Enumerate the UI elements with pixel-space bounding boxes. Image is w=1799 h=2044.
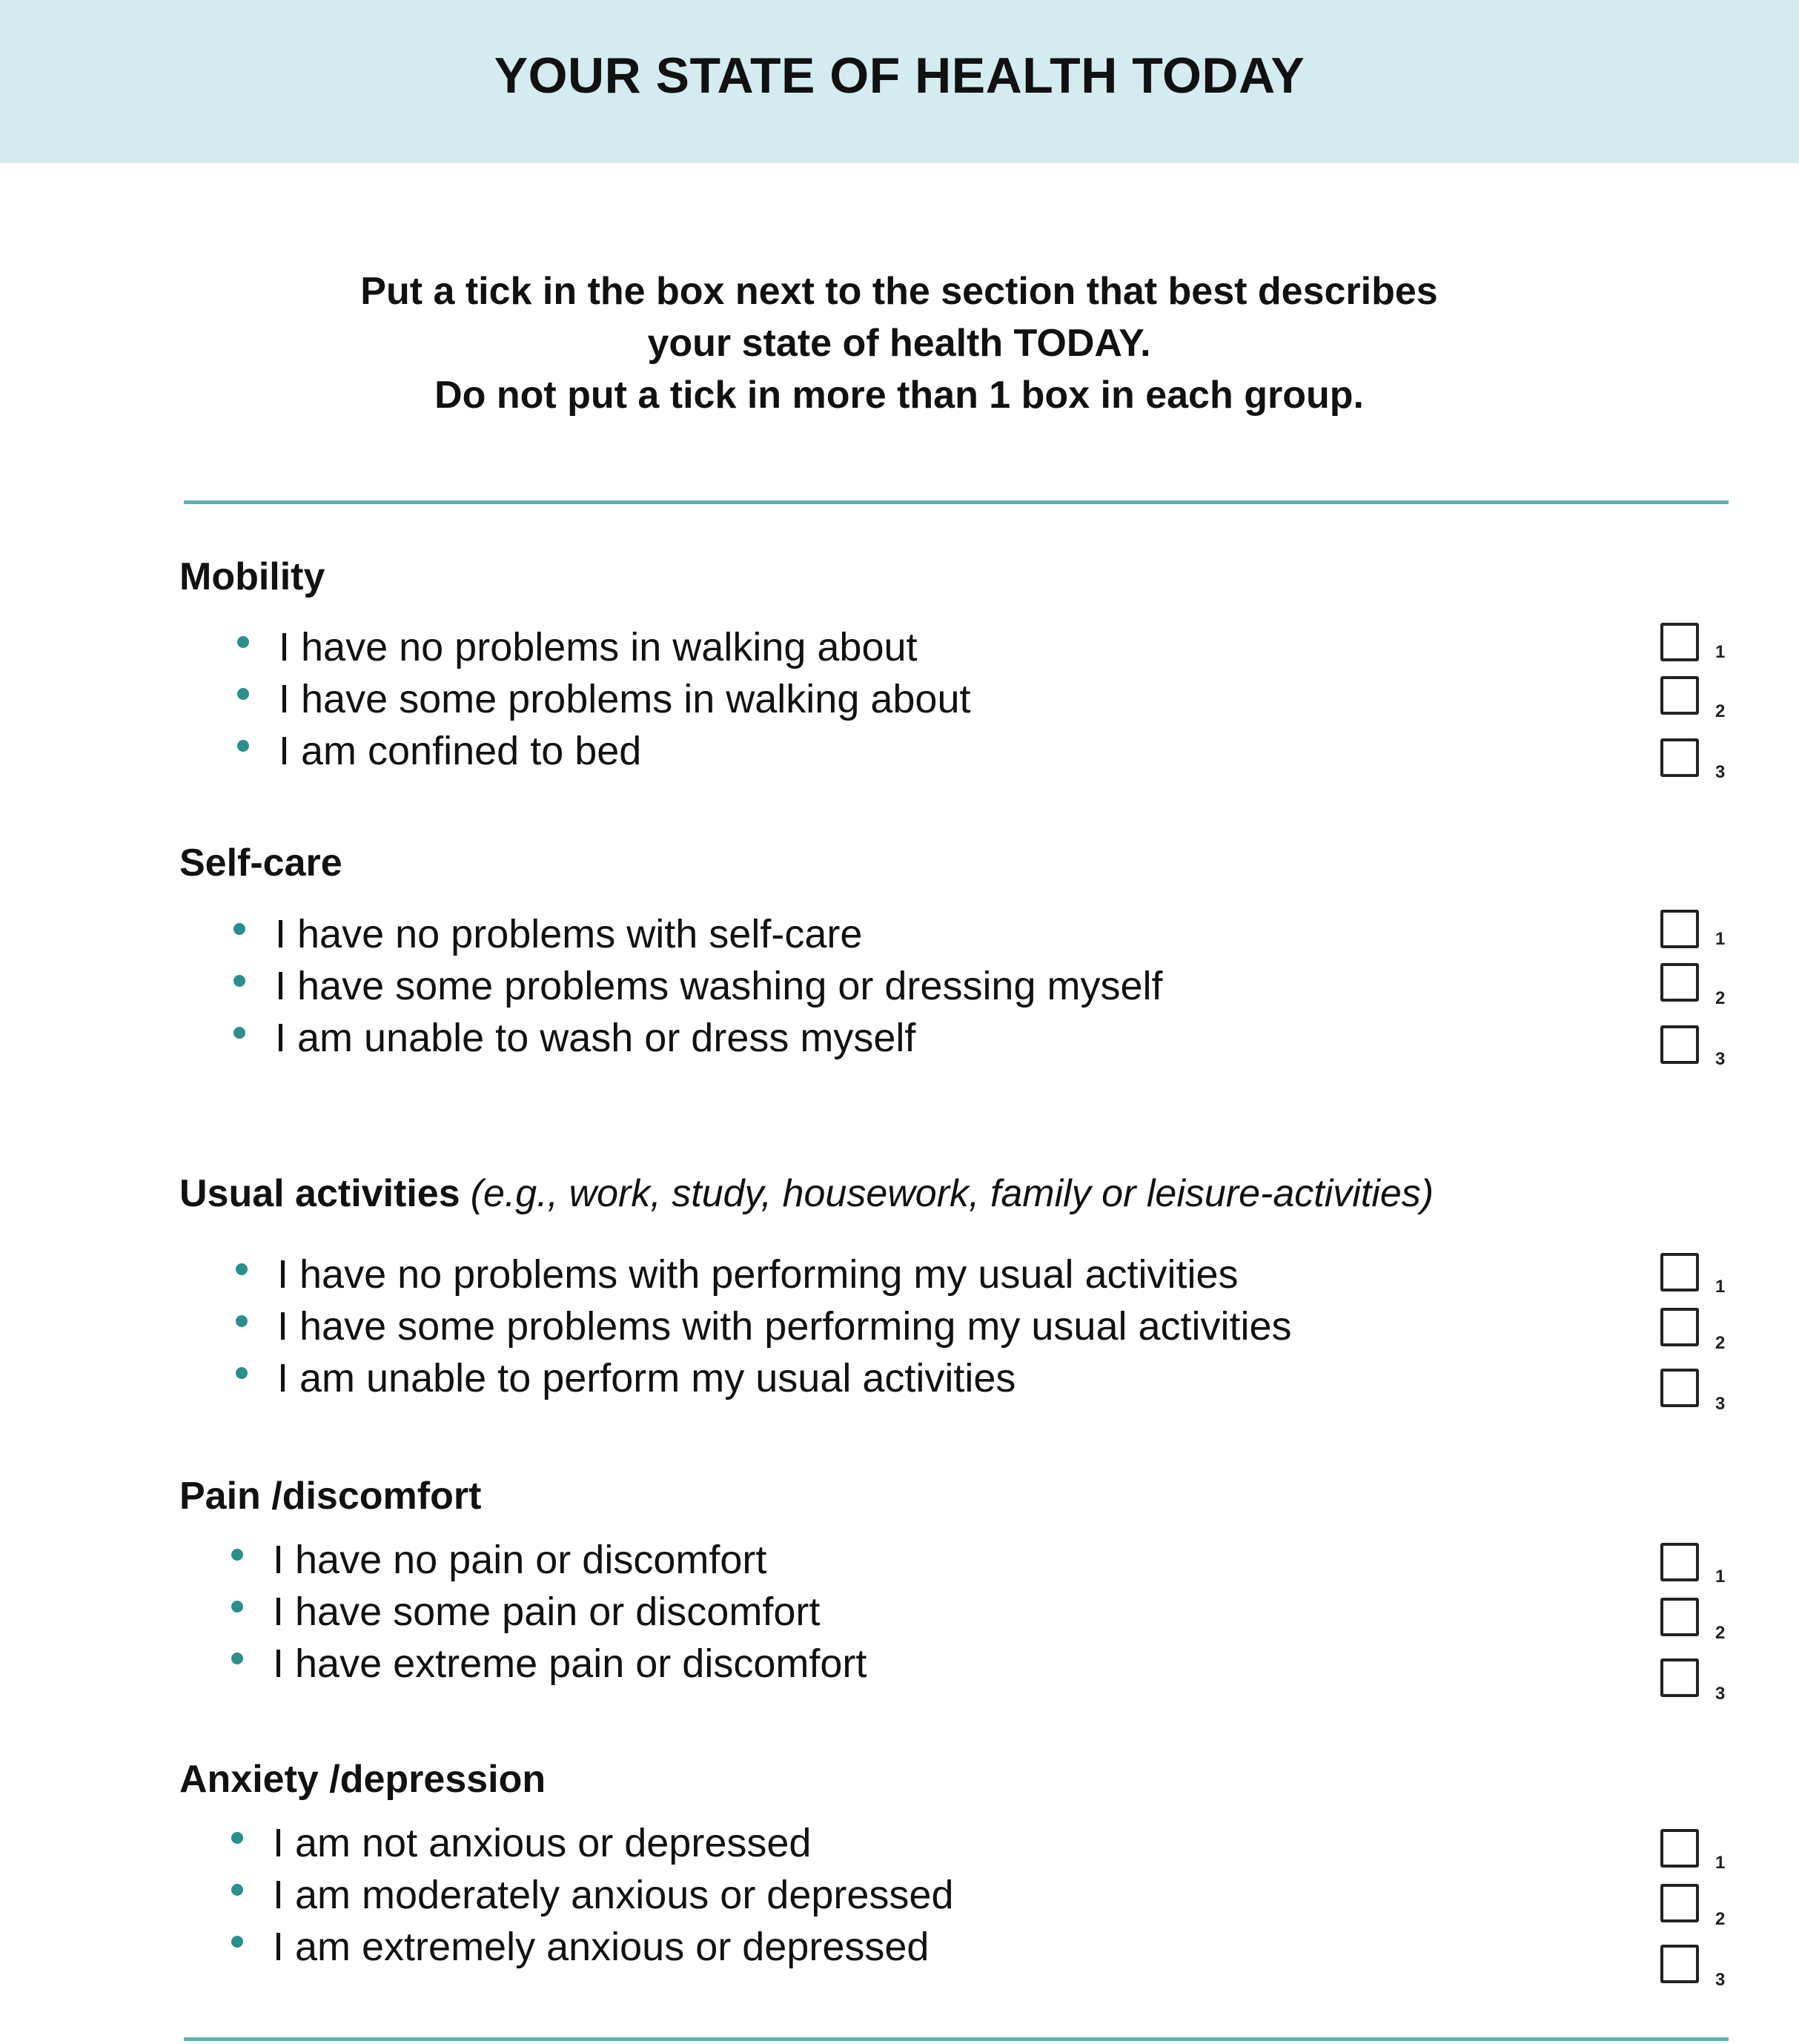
usual-activities-checkbox-2[interactable] bbox=[1660, 1308, 1699, 1346]
group-heading-self-care bbox=[179, 839, 342, 887]
bullet-icon bbox=[237, 740, 249, 752]
option-mobility-2 bbox=[237, 673, 1757, 725]
option-pain-3 bbox=[231, 1638, 1751, 1704]
option-text: I am extremely anxious or depressed bbox=[273, 1925, 930, 1969]
anxiety-checkbox-3[interactable] bbox=[1660, 1945, 1699, 1983]
option-text: I am unable to perform my usual activities bbox=[277, 1356, 1016, 1400]
instructions bbox=[158, 265, 1640, 421]
option-text: I am confined to bed bbox=[279, 729, 642, 773]
box-number: 2 bbox=[1715, 988, 1726, 1008]
top-divider bbox=[184, 500, 1729, 504]
mobility-checkbox-3[interactable] bbox=[1660, 738, 1699, 777]
bottom-divider bbox=[184, 2037, 1729, 2041]
option-text: I have no problems in walking about bbox=[279, 625, 918, 669]
bullet-icon bbox=[237, 636, 249, 648]
option-text: I am moderately anxious or depressed bbox=[273, 1873, 954, 1917]
box-number: 2 bbox=[1715, 1333, 1726, 1353]
bullet-icon bbox=[231, 1549, 243, 1561]
instruction-line: Do not put a tick in more than 1 box in each group. bbox=[434, 374, 1364, 417]
bullet-icon bbox=[231, 1832, 243, 1844]
group-heading-label: Mobility bbox=[179, 555, 325, 598]
box-number: 1 bbox=[1715, 1853, 1726, 1873]
box-number: 2 bbox=[1715, 1623, 1726, 1643]
instruction-line: your state of health TODAY. bbox=[647, 322, 1151, 365]
option-text: I am not anxious or depressed bbox=[273, 1821, 812, 1865]
self-care-checkbox-3[interactable] bbox=[1660, 1025, 1699, 1064]
box-number: 1 bbox=[1715, 1567, 1726, 1587]
option-pain-2 bbox=[231, 1586, 1751, 1643]
group-heading-label: Usual activities bbox=[179, 1172, 460, 1215]
option-usual-activities-1 bbox=[236, 1248, 1755, 1300]
box-number: 1 bbox=[1715, 1277, 1726, 1297]
option-anxiety-3 bbox=[231, 1921, 1751, 1990]
bullet-icon bbox=[237, 688, 249, 700]
page-title: YOUR STATE OF HEALTH TODAY bbox=[494, 47, 1305, 104]
anxiety-checkbox-2[interactable] bbox=[1660, 1884, 1699, 1922]
option-pain-1 bbox=[231, 1534, 1751, 1586]
box-number: 3 bbox=[1715, 1970, 1726, 1990]
pain-checkbox-1[interactable] bbox=[1660, 1543, 1699, 1581]
group-heading-mobility bbox=[179, 553, 325, 601]
option-anxiety-2 bbox=[231, 1869, 1751, 1929]
bullet-icon bbox=[231, 1653, 243, 1664]
group-heading-label: Pain /discomfort bbox=[179, 1475, 482, 1518]
group-heading-usual-activities bbox=[179, 1170, 1434, 1217]
box-number: 3 bbox=[1715, 1684, 1726, 1704]
box-number: 2 bbox=[1715, 1909, 1726, 1929]
option-text: I have no problems with performing my usual activities bbox=[277, 1252, 1239, 1297]
bullet-icon bbox=[231, 1884, 243, 1896]
bullet-icon bbox=[236, 1315, 248, 1327]
option-mobility-1 bbox=[237, 621, 1757, 673]
bullet-icon bbox=[233, 1027, 245, 1039]
pain-checkbox-3[interactable] bbox=[1660, 1658, 1699, 1697]
box-number: 3 bbox=[1715, 1049, 1726, 1069]
box-number: 1 bbox=[1715, 642, 1726, 662]
bullet-icon bbox=[233, 923, 245, 935]
group-heading-pain-discomfort bbox=[179, 1472, 481, 1520]
bullet-icon bbox=[231, 1936, 243, 1948]
bullet-icon bbox=[236, 1263, 248, 1275]
group-heading-label: Anxiety /depression bbox=[179, 1758, 546, 1801]
usual-activities-checkbox-3[interactable] bbox=[1660, 1369, 1699, 1407]
usual-activities-checkbox-1[interactable] bbox=[1660, 1253, 1699, 1291]
option-self-care-2 bbox=[233, 960, 1753, 1012]
instruction-line: Put a tick in the box next to the section that best describes bbox=[360, 270, 1438, 313]
option-usual-activities-2 bbox=[236, 1300, 1755, 1352]
self-care-checkbox-2[interactable] bbox=[1660, 963, 1699, 1002]
option-text: I have some problems washing or dressing myself bbox=[275, 964, 1163, 1008]
group-heading-note: (e.g., work, study, housework, family or leisure-activities) bbox=[470, 1172, 1434, 1215]
bullet-icon bbox=[231, 1601, 243, 1613]
box-number: 3 bbox=[1715, 1394, 1726, 1414]
self-care-checkbox-1[interactable] bbox=[1660, 910, 1699, 948]
option-text: I have some problems in walking about bbox=[279, 677, 971, 721]
box-number: 3 bbox=[1715, 762, 1726, 782]
box-number: 2 bbox=[1715, 701, 1726, 721]
bullet-icon bbox=[233, 975, 245, 987]
pain-checkbox-2[interactable] bbox=[1660, 1598, 1699, 1636]
option-text: I have some pain or discomfort bbox=[273, 1590, 821, 1634]
group-heading-label: Self-care bbox=[179, 841, 342, 884]
mobility-checkbox-2[interactable] bbox=[1660, 676, 1699, 715]
option-usual-activities-3 bbox=[236, 1352, 1755, 1414]
group-heading-anxiety-depression bbox=[179, 1756, 546, 1803]
box-number: 1 bbox=[1715, 929, 1726, 949]
mobility-checkbox-1[interactable] bbox=[1660, 623, 1699, 661]
option-text: I have extreme pain or discomfort bbox=[273, 1641, 867, 1686]
option-text: I have no pain or discomfort bbox=[273, 1538, 767, 1582]
option-self-care-3 bbox=[233, 1012, 1753, 1069]
anxiety-checkbox-1[interactable] bbox=[1660, 1829, 1699, 1868]
bullet-icon bbox=[236, 1367, 248, 1379]
option-text: I have no problems with self-care bbox=[275, 912, 863, 956]
option-self-care-1 bbox=[233, 908, 1753, 960]
option-text: I am unable to wash or dress myself bbox=[275, 1016, 916, 1060]
option-text: I have some problems with performing my usual activities bbox=[277, 1304, 1292, 1349]
option-mobility-3 bbox=[237, 725, 1757, 782]
option-anxiety-1 bbox=[231, 1817, 1751, 1873]
